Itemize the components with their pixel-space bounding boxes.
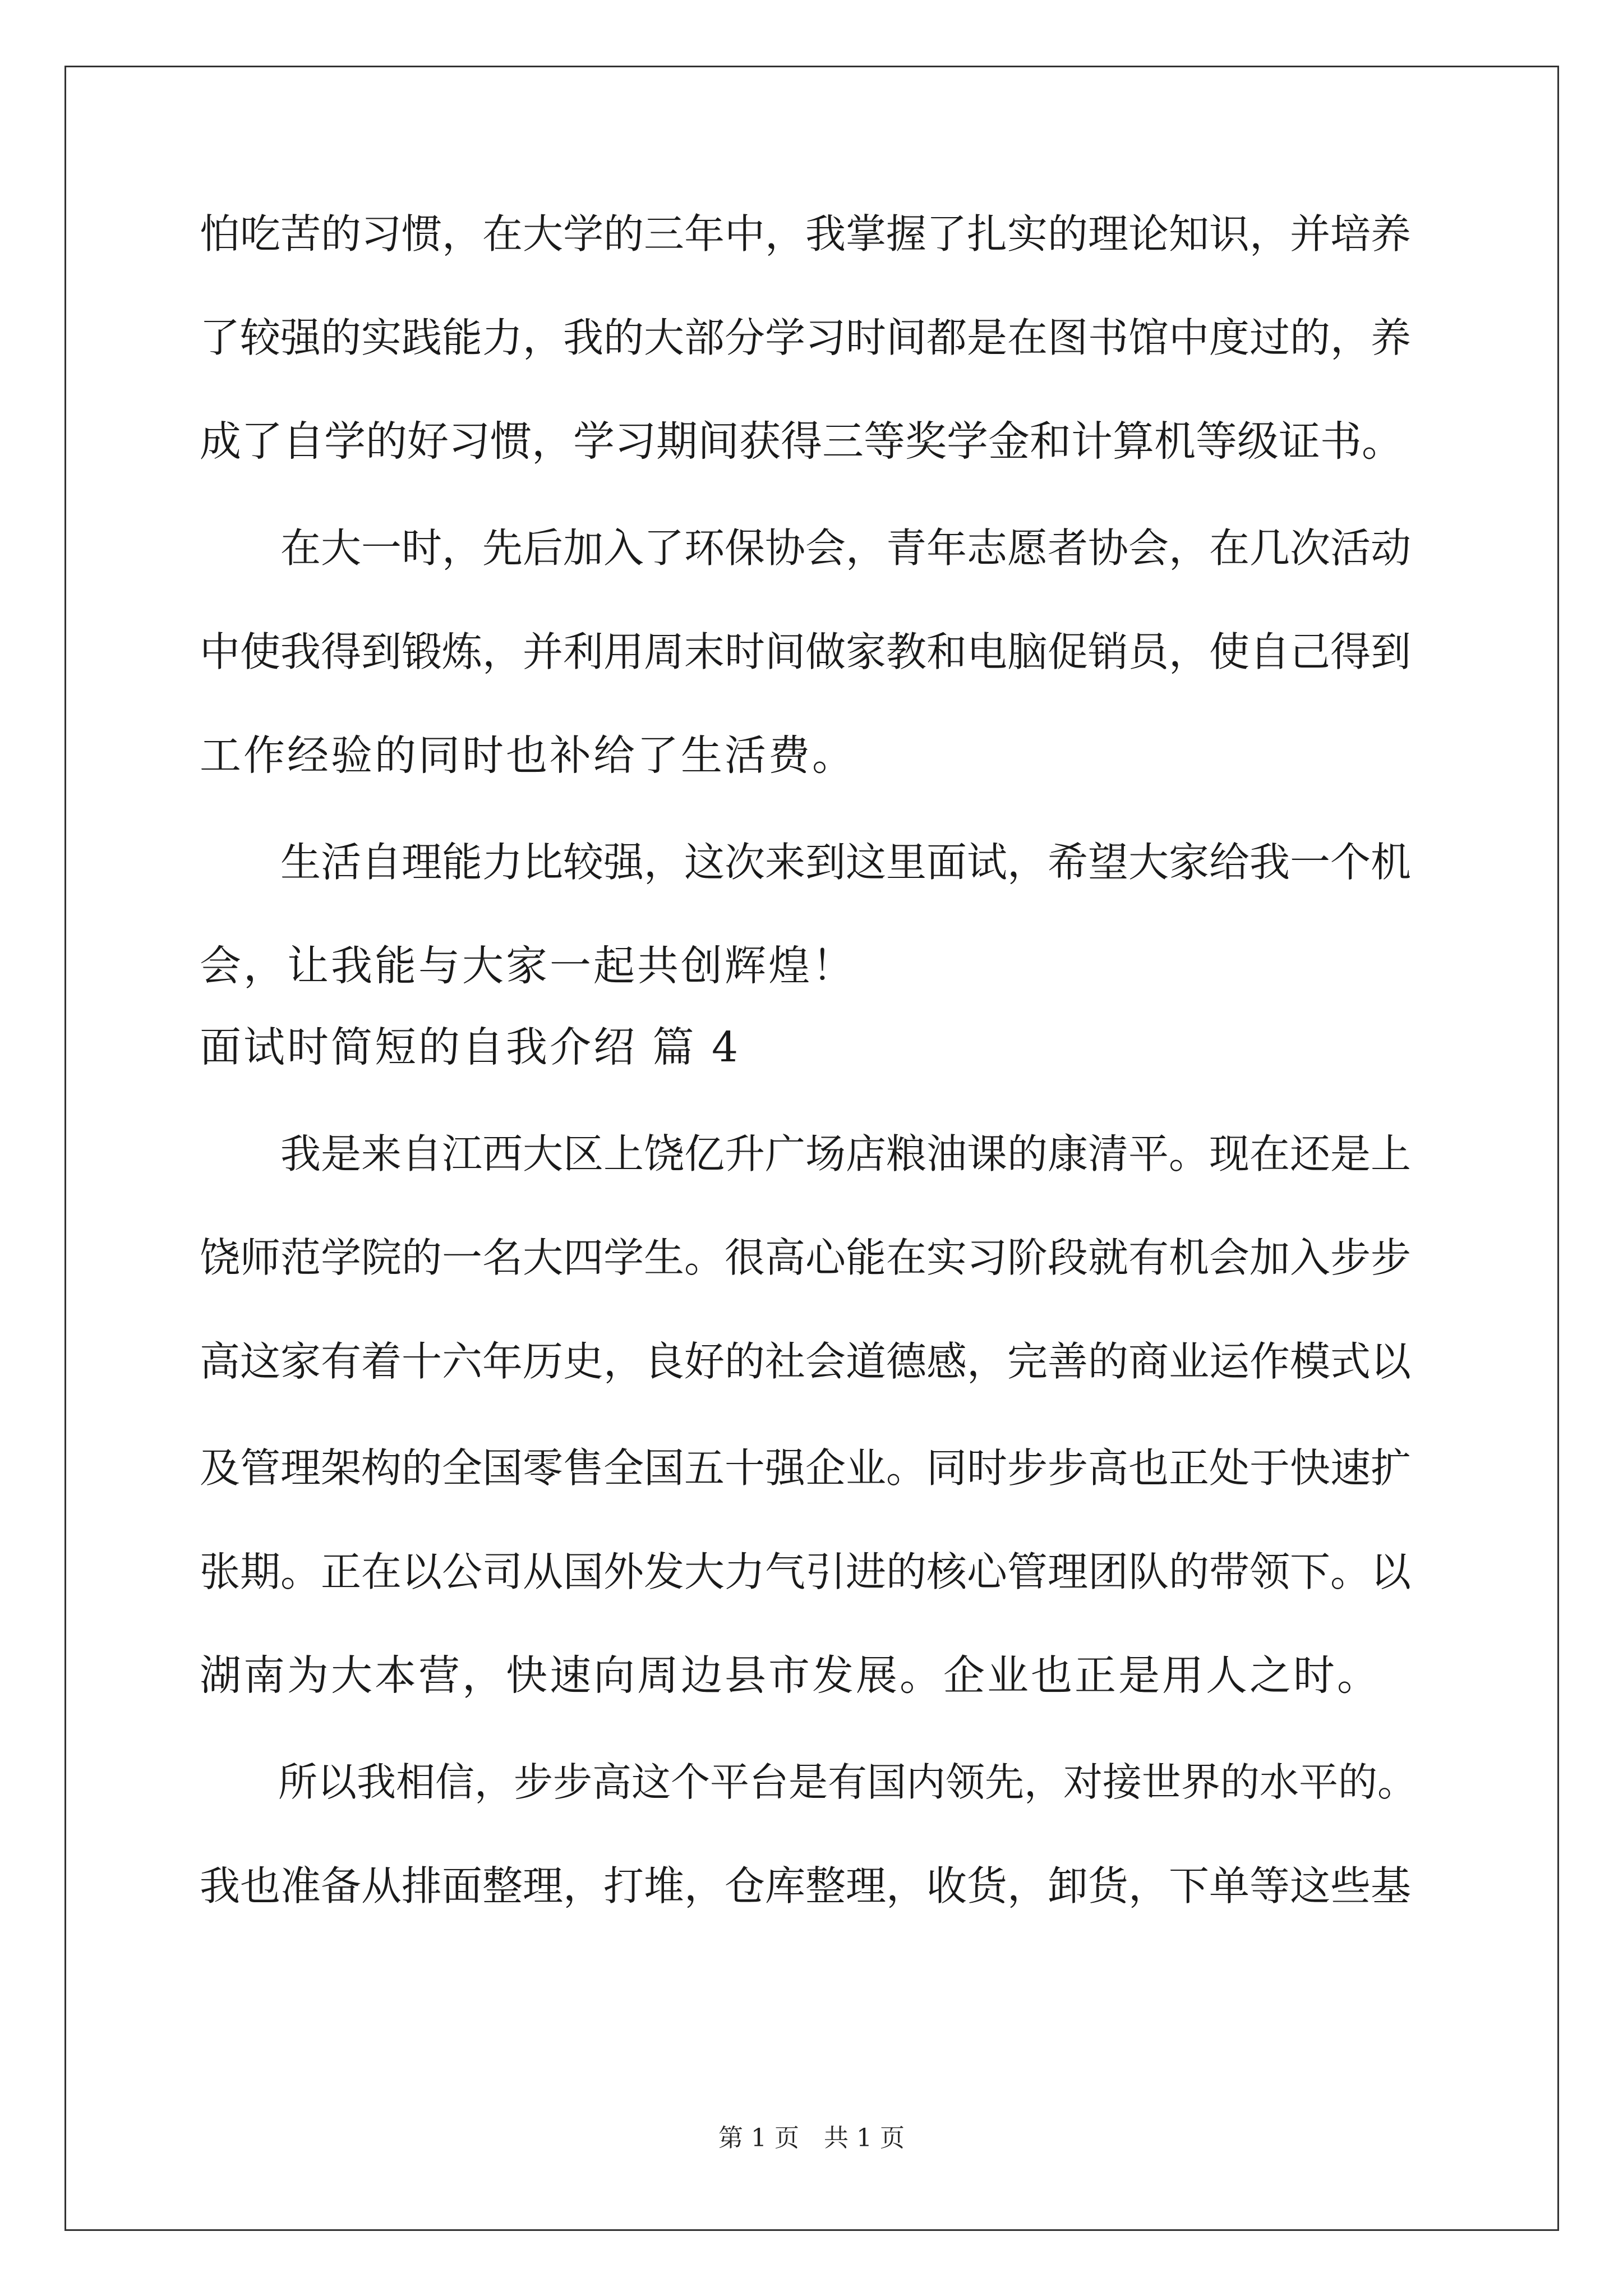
text-line: 所以我相信，步步高这个平台是有国内领先，对接世界的水平的。 [200, 1759, 1417, 1805]
text-line: 中使我得到锻炼，并利用周末时间做家教和电脑促销员，使自己得到 [200, 628, 1412, 675]
text-line: 在大一时，先后加入了环保协会，青年志愿者协会，在几次活动 [200, 524, 1412, 572]
text-line: 成了自学的好习惯，学习期间获得三等奖学金和计算机等级证书。 [200, 417, 1403, 466]
text-line: 饶师范学院的一名大四学生。很高心能在实习阶段就有机会加入步步 [200, 1234, 1412, 1281]
text-line: 怕吃苦的习惯，在大学的三年中，我掌握了扎实的理论知识，并培养 [200, 210, 1412, 257]
text-line: 及管理架构的全国零售全国五十强企业。同时步步高也正处于快速扩 [200, 1444, 1412, 1492]
text-line: 工作经验的同时也补给了生活费。 [200, 731, 856, 780]
text-line: 我是来自江西大区上饶亿升广场店粮油课的康清平。现在还是上 [200, 1130, 1412, 1177]
text-line: 我也准备从排面整理，打堆，仓库整理，收货，卸货，下单等这些基 [200, 1862, 1412, 1910]
text-line: 湖南为大本营，快速向周边县市发展。企业也正是用人之时。 [200, 1651, 1381, 1700]
section-heading: 面试时简短的自我介绍 篇 4 [200, 1023, 741, 1071]
text-line: 生活自理能力比较强，这次来到这里面试，希望大家给我一个机 [200, 839, 1412, 886]
text-line: 高这家有着十六年历史，良好的社会道德感，完善的商业运作模式以 [200, 1338, 1412, 1385]
page-number: 第 1 页 共 1 页 [718, 2124, 905, 2152]
text-line: 了较强的实践能力，我的大部分学习时间都是在图书馆中度过的，养 [200, 314, 1412, 361]
text-line: 张期。正在以公司从国外发大力气引进的核心管理团队的带领下。以 [200, 1548, 1412, 1595]
text-line: 会，让我能与大家一起共创辉煌！ [200, 942, 856, 990]
